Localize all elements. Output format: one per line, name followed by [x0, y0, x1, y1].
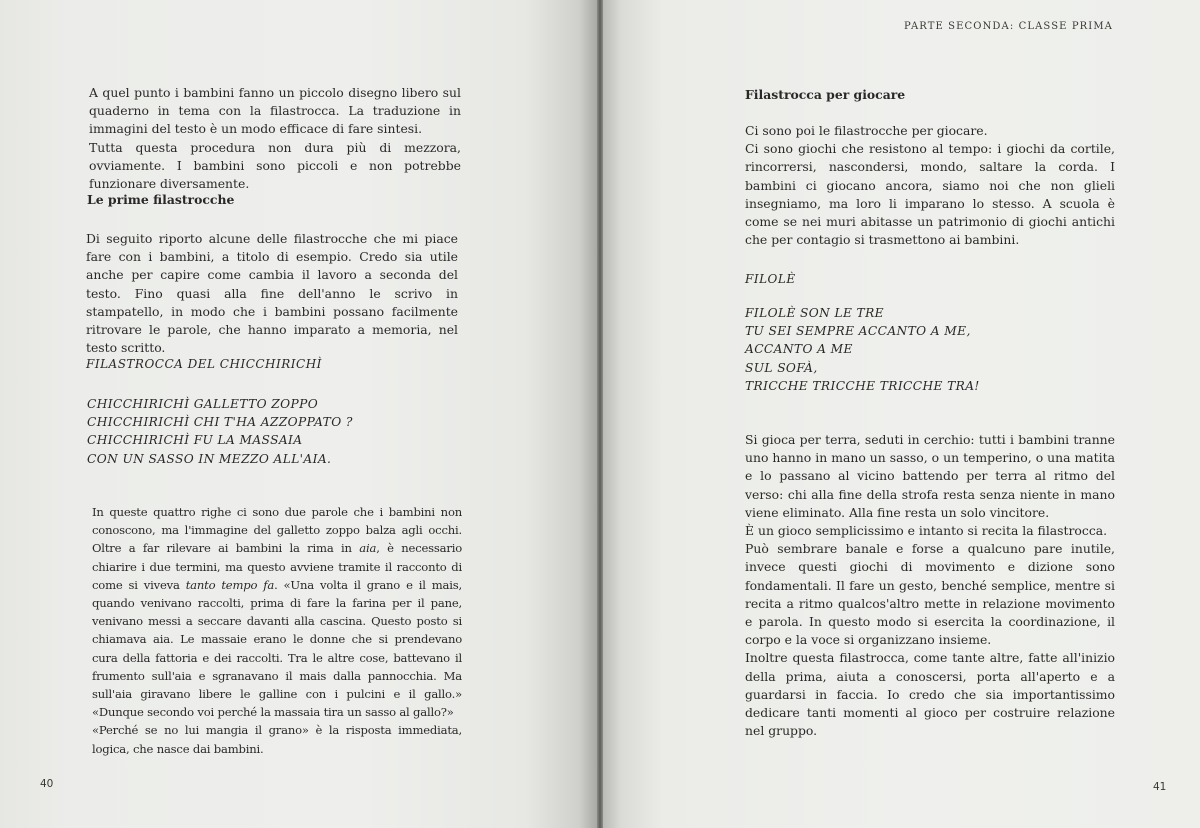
poem-line: TRICCHE TRICCHE TRICCHE TRA! — [745, 378, 980, 393]
commentary-italic-tanto-tempo-fa: tanto tempo fa — [185, 577, 275, 592]
right-intro-line: Ci sono poi le filastrocche per giocare. — [745, 123, 988, 138]
running-head: PARTE SECONDA: CLASSE PRIMA — [904, 21, 1113, 32]
left-page — [0, 0, 597, 828]
poem-line: CHICCHIRICHÌ FU LA MASSAIA — [87, 433, 303, 448]
poem-line: CHICCHIRICHÌ GALLETTO ZOPPO — [87, 397, 319, 411]
commentary-text-3: . «Una volta il grano e il mais, quando venivano raccolti, prima di fare la farina per il pane, venivano messi a seccare davanti alla cascina. Questo posto si chiamava aia. Le massaie erano le donne che si prendevano cura della fattoria e dei raccolti. Tra le altre cose, battevano il frumento sull'aia e sgranavano il mais dalla pannocchia. Ma sull'aia giravano libere le galline con i pulcini e il gallo.» «Dunque secondo voi perché la massaia tira un sasso al gallo?» — [92, 577, 462, 720]
page-number-left: 40 — [40, 778, 54, 790]
poem-line: ACCANTO A ME — [745, 342, 853, 357]
poem-line: TU SEI SEMPRE ACCANTO A ME, — [745, 324, 971, 339]
commentary-italic-aia: aia — [359, 541, 377, 556]
game-importance: Può sembrare banale e forse a qualcuno pare inutile, invece questi giochi di movimento e dizione sono fondamentali. Il fare un gesto, benché semplice, mentre si recita a ritmo qualcos'altro mette in relazione movimento e parola. In questo modo si esercita la coordinazione, il corpo e la voce si organizzano insieme. — [745, 541, 1115, 648]
game-simple: È un gioco semplicissimo e intanto si recita la filastrocca. — [745, 523, 1108, 539]
poem-chicchirichi — [87, 395, 353, 468]
section-paragraph-left: Di seguito riporto alcune delle filastrocche che mi piace fare con i bambini, a titolo di esempio. Credo sia utile anche per capire come cambia il lavoro a seconda del testo. Fino quasi alla fine dell'anno le scrivo in stampatello, in modo che i bambini possano facilmente ritrovare le parole, che hanno imparato a memoria, nel testo scritto. — [86, 231, 458, 356]
poem-line: FILOLÈ SON LE TRE — [745, 306, 884, 320]
intro-paragraph: A quel punto i bambini fanno un piccolo disegno libero sul quaderno in tema con la filastrocca. La traduzione in immagini del testo è un modo efficace di fare sintesi. — [89, 85, 461, 137]
poem-line: CHICCHIRICHÌ CHI T'HA AZZOPPATO ? — [87, 415, 353, 430]
right-intro-body: Ci sono giochi che resistono al tempo: i giochi da cortile, rincorrersi, nascondersi, mondo, saltare la corda. I bambini ci giocano ancora, siamo noi che non glieli insegniamo, ma loro li imparano lo stesso. A scuola è come se nei muri abitasse un patrimonio di giochi antichi che per contagio si trasmettono ai bambini. — [745, 141, 1115, 248]
commentary-text-2: , è necessario chiarire i due termini, ma questo avviene tramite il racconto di come si viveva — [92, 541, 462, 592]
poem-line: CON UN SASSO IN MEZZO ALL'AIA. — [87, 451, 332, 466]
poem-title-chicchirichi: FILASTROCCA DEL CHICCHIRICHÌ — [86, 357, 322, 371]
commentary-text-1: In queste quattro righe ci sono due parole che i bambini non conoscono, ma l'immagine del galletto zoppo balza agli occhi. Oltre a far rilevare ai bambini la rima in — [92, 505, 462, 556]
right-body-paragraphs — [745, 431, 1115, 740]
right-page — [603, 0, 1200, 828]
poem-title-filole: FILOLÈ — [745, 272, 796, 286]
section-heading-right: Filastrocca per giocare — [745, 87, 906, 102]
page-number-right: 41 — [1153, 781, 1167, 793]
right-intro-paragraph — [745, 122, 1115, 249]
commentary-paragraph — [92, 503, 462, 758]
commentary-last: «Perché se no lui mangia il grano» è la risposta immediata, logica, che nasce dai bambini. — [92, 723, 462, 756]
intro-paragraph-2: Tutta questa procedura non dura più di mezzora, ovviamente. I bambini sono piccoli e non potrebbe funzionare diversamente. — [89, 139, 461, 192]
poem-filole — [745, 304, 980, 395]
game-description: Si gioca per terra, seduti in cerchio: tutti i bambini tranne uno hanno in mano un sasso, o un temperino, o una matita e lo passano al vicino battendo per terra al ritmo del verso: chi alla fine della strofa resta senza niente in mano viene eliminato. Alla fine resta un solo vincitore. — [745, 432, 1115, 520]
poem-line: SUL SOFÀ, — [745, 360, 818, 375]
game-relationship: Inoltre questa filastrocca, come tante altre, fatte all'inizio della prima, aiuta a conoscersi, porta all'aperto e a guardarsi in faccia. Io credo che sia importantissimo dedicare tanti momenti al gioco per costruire relazione nel gruppo. — [745, 650, 1115, 739]
section-heading-left: Le prime filastrocche — [87, 192, 235, 207]
intro-paragraphs — [89, 84, 461, 193]
